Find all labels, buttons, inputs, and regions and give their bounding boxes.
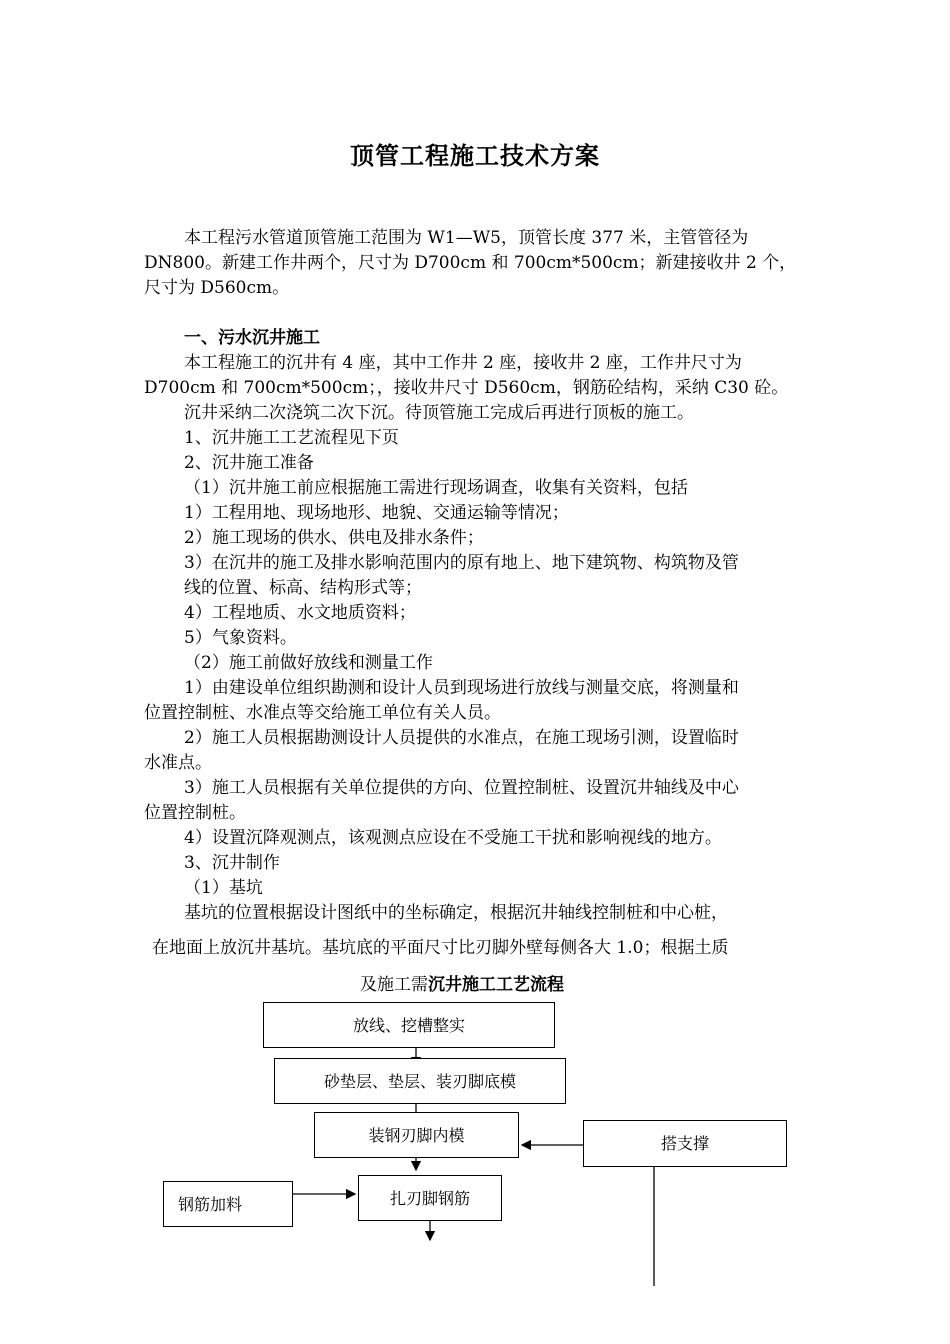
caption-prefix: 及施工需	[360, 975, 428, 995]
body-line: 1）工程用地、现场地形、地貌、交通运输等情况；	[184, 503, 569, 523]
flow-box-label: 装钢刃脚内模	[368, 1126, 465, 1145]
flow-box-rebar-feed	[163, 1181, 293, 1227]
page-title: 顶管工程施工技术方案	[350, 141, 600, 170]
flow-box-cushion	[274, 1058, 566, 1104]
intro-line: DN800。新建工作井两个，尺寸为 D700cm 和 700cm*500cm；新建接收井 2 个，	[144, 253, 797, 273]
flow-box-support	[583, 1120, 787, 1167]
flow-box-label: 钢筋加料	[178, 1195, 243, 1214]
body-line: 本工程施工的沉井有 4 座，其中工作井 2 座，接收井 2 座，工作井尺寸为	[184, 353, 742, 373]
body-line: 4）工程地质、水文地质资料；	[184, 603, 416, 623]
body-line: 2、沉井施工准备	[184, 453, 314, 473]
caption-title: 沉井施工工艺流程	[428, 975, 564, 995]
body-line: D700cm 和 700cm*500cm；，接收井尺寸 D560cm，钢筋砼结构，采纳 C30 砼。	[144, 378, 789, 398]
flow-box-label: 放线、挖槽整实	[352, 1016, 465, 1035]
flow-box-label: 扎刃脚钢筋	[389, 1189, 470, 1208]
body-line: （1）沉井施工前应根据施工需进行现场调查，收集有关资料，包括	[184, 478, 688, 498]
body-line: 沉井采纳二次浇筑二次下沉。待顶管施工完成后再进行顶板的施工。	[184, 403, 694, 423]
body-line: 5）气象资料。	[184, 628, 297, 648]
body-line: 3）施工人员根据有关单位提供的方向、位置控制桩、设置沉井轴线及中心	[184, 778, 739, 798]
intro-line: 本工程污水管道顶管施工范围为 W1—W5，顶管长度 377 米，主管管径为	[184, 228, 749, 248]
body-line: （1）基坑	[184, 878, 263, 898]
flow-box-label: 砂垫层、垫层、装刃脚底模	[323, 1072, 516, 1091]
body-line: 位置控制桩。	[144, 803, 246, 823]
flow-box-label: 搭支撑	[660, 1134, 709, 1153]
intro-line: 尺寸为 D560cm。	[144, 278, 290, 298]
body-line: 在地面上放沉井基坑。基坑底的平面尺寸比刃脚外壁每侧各大 1.0；根据土质	[152, 938, 729, 958]
body-line: 3）在沉井的施工及排水影响范围内的原有地上、地下建筑物、构筑物及管	[184, 553, 739, 573]
flow-box-survey	[263, 1002, 555, 1048]
body-line: 4）设置沉降观测点，该观测点应设在不受施工干扰和影响视线的地方。	[184, 828, 722, 848]
body-line: 1）由建设单位组织勘测和设计人员到现场进行放线与测量交底，将测量和	[184, 678, 739, 698]
body-line: 2）施工现场的供水、供电及排水条件；	[184, 528, 484, 548]
flow-box-inner-mold	[314, 1112, 519, 1158]
body-line: 基坑的位置根据设计图纸中的坐标确定，根据沉井轴线控制桩和中心桩，	[184, 903, 728, 923]
body-line: 位置控制桩、水准点等交给施工单位有关人员。	[144, 703, 501, 723]
body-line: 1、沉井施工工艺流程见下页	[184, 428, 399, 448]
section-heading: 一、污水沉井施工	[184, 328, 320, 348]
flow-box-tie-rebar	[358, 1175, 502, 1221]
body-line: （2）施工前做好放线和测量工作	[184, 653, 433, 673]
body-line: 水准点。	[144, 753, 212, 773]
body-line: 2）施工人员根据勘测设计人员提供的水准点，在施工现场引测，设置临时	[184, 728, 739, 748]
body-line: 3、沉井制作	[184, 853, 280, 873]
body-line: 线的位置、标高、结构形式等；	[184, 578, 422, 598]
